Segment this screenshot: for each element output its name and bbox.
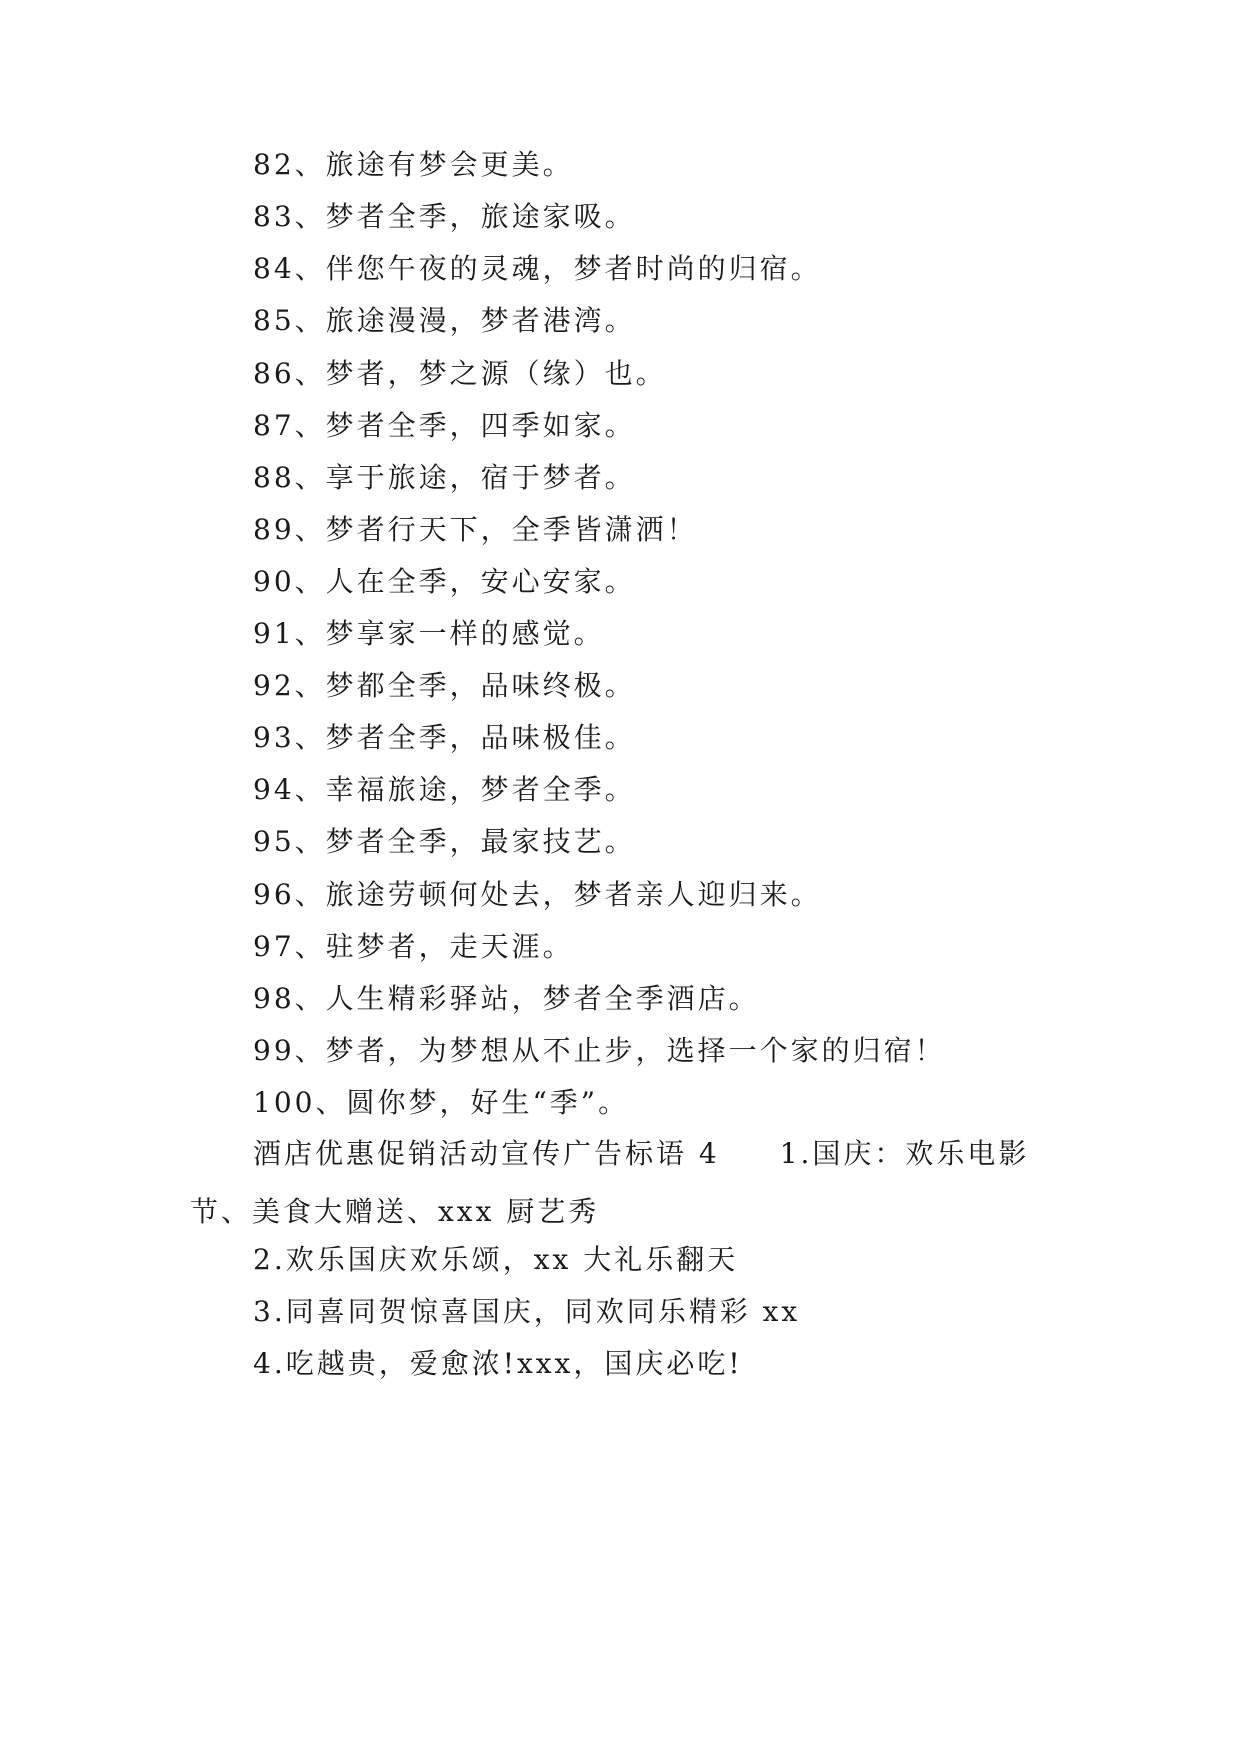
section-paragraph bbox=[190, 1125, 1070, 1241]
slogan-line: 97、驻梦者，走天涯。 bbox=[253, 930, 574, 963]
slogan-line: 99、梦者，为梦想从不止步，选择一个家的归宿！ bbox=[253, 1034, 946, 1067]
slogan-line: 82、旅途有梦会更美。 bbox=[253, 148, 574, 181]
slogan-line: 100、圆你梦，好生“季”。 bbox=[253, 1086, 630, 1119]
slogan-line: 91、梦享家一样的感觉。 bbox=[253, 617, 605, 650]
slogan-line: 95、梦者全季，最家技艺。 bbox=[253, 825, 636, 858]
list-item: 4.吃越贵，爱愈浓!xxx，国庆必吃! bbox=[253, 1347, 743, 1380]
slogan-line: 92、梦都全季，品味终极。 bbox=[253, 669, 636, 702]
list-item: 2.欢乐国庆欢乐颂，xx 大礼乐翻天 bbox=[253, 1243, 739, 1276]
slogan-line: 93、梦者全季，品味极佳。 bbox=[253, 721, 636, 754]
slogan-line: 94、幸福旅途，梦者全季。 bbox=[253, 773, 636, 806]
section-first-item: 1.国庆：欢乐电影节、美食大赠送、xxx 厨艺秀 bbox=[190, 1137, 1030, 1228]
slogan-line: 85、旅途漫漫，梦者港湾。 bbox=[253, 304, 636, 337]
slogan-line: 86、梦者，梦之源（缘）也。 bbox=[253, 357, 667, 390]
slogan-line: 90、人在全季，安心安家。 bbox=[253, 565, 636, 598]
slogan-line: 98、人生精彩驿站，梦者全季酒店。 bbox=[253, 982, 760, 1015]
slogan-line: 96、旅途劳顿何处去，梦者亲人迎归来。 bbox=[253, 878, 822, 911]
slogan-line: 89、梦者行天下，全季皆潇洒！ bbox=[253, 513, 698, 546]
list-item: 3.同喜同贺惊喜国庆，同欢同乐精彩 xx bbox=[253, 1295, 801, 1328]
slogan-line: 88、享于旅途，宿于梦者。 bbox=[253, 461, 636, 494]
slogan-line: 84、伴您午夜的灵魂，梦者时尚的归宿。 bbox=[253, 252, 822, 285]
slogan-line: 83、梦者全季，旅途家吸。 bbox=[253, 200, 636, 233]
section-heading: 酒店优惠促销活动宣传广告标语 4 bbox=[253, 1137, 720, 1170]
slogan-line: 87、梦者全季，四季如家。 bbox=[253, 409, 636, 442]
